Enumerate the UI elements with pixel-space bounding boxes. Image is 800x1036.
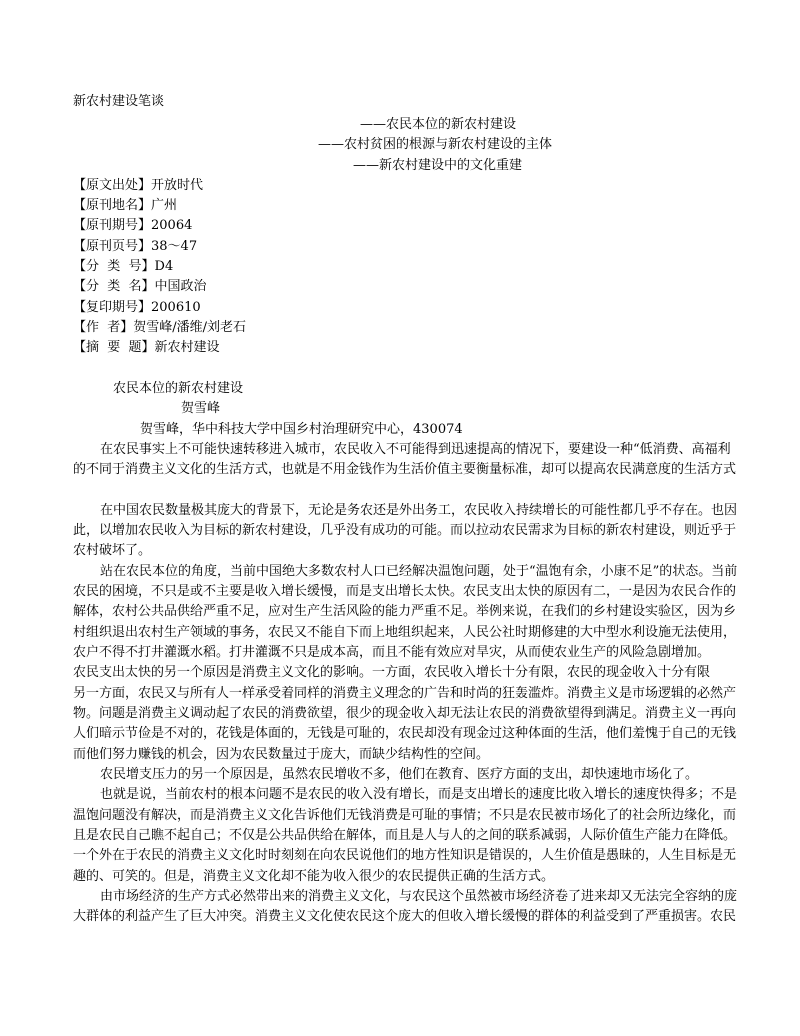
body-line: 的不同于消费主义文化的生活方式，也就是不用金钱作为生活价值主要衡量标准，却可以提高农民满意度的生活方式 xyxy=(73,462,737,477)
body-line: 农村破坏了。 xyxy=(73,543,152,558)
body-line: 在中国农民数量极其庞大的背景下，无论是务农还是外出务工，农民收入持续增长的可能性都几乎不存在。也因 xyxy=(100,503,738,518)
body-line: 此，以增加农民收入为目标的新农村建设，几乎没有成功的可能。而以拉动农民需求为目标的新农村建设，则近乎于 xyxy=(73,523,737,538)
body-line: 村组织退出农村生产领域的事务，农民又不能自下而上地组织起来，人民公社时期修建的大中型水利设施无法使用， xyxy=(73,625,737,640)
body-line: 也就是说，当前农村的根本问题不是农民的收入没有增长，而是支出增长的速度比收入增长的速度快得多；不是 xyxy=(100,787,738,802)
meta-issue: 【原刊期号】20064 xyxy=(73,218,193,233)
body-line: 温饱问题没有解决，而是消费主义文化告诉他们无钱消费是可耻的事情；不只是农民被市场化了的社会所边缘化，而 xyxy=(73,808,737,823)
subtitle-3: ——新农村建设中的文化重建 xyxy=(353,158,523,173)
body-line: 农民增支压力的另一个原因是，虽然农民增收不多，他们在教育、医疗方面的支出，却快速地市场化了。 xyxy=(100,767,699,782)
meta-topic: 【摘 要 题】新农村建设 xyxy=(73,340,220,355)
author-affiliation: 贺雪峰，华中科技大学中国乡村治理研究中心，430074 xyxy=(140,422,463,437)
body-line: 农户不得不打井灌溉水稻。打井灌溉不只是成本高，而且不能有效应对旱灾，从而使农业生产的风险急剧增加。 xyxy=(73,645,711,660)
section-author: 贺雪峰 xyxy=(181,401,221,416)
body-line: 且是农民自己瞧不起自己；不仅是公共品供给在解体，而且是人与人的之间的联系减弱，人际价值生产能力在降低。 xyxy=(73,828,737,843)
body-line: 农民的困境，不只是或不主要是收入增长缓慢，而是支出增长太快。农民支出太快的原因有二，一是因为农民合作的 xyxy=(73,584,737,599)
body-line: 在农民事实上不可能快速转移进入城市，农民收入不可能得到迅速提高的情况下，要建设一种“低消费、高福利 xyxy=(100,442,731,457)
body-line: 站在农民本位的角度，当前中国绝大多数农村人口已经解决温饱问题，处于“温饱有余，小康不足”的状态。当前 xyxy=(100,564,738,579)
body-line: 解体，农村公共品供给严重不足，应对生产生活风险的能力严重不足。举例来说，在我们的乡村建设实验区，因为乡 xyxy=(73,604,737,619)
body-line: 另一方面，农民又与所有人一样承受着同样的消费主义理念的广告和时尚的狂轰滥炸。消费主义是市场逻辑的必然产 xyxy=(73,686,737,701)
meta-source: 【原文出处】开放时代 xyxy=(73,178,204,193)
body-line: 一个外在于农民的消费主义文化时时刻刻在向农民说他们的地方性知识是错误的，人生价值是愚昧的，人生目标是无 xyxy=(73,848,737,863)
meta-reprint: 【复印期号】200610 xyxy=(73,300,201,315)
body-line: 大群体的利益产生了巨大冲突。消费主义文化使农民这个庞大的但收入增长缓慢的群体的利益受到了严重损害。农民 xyxy=(73,909,737,924)
meta-class-name: 【分 类 名】中国政治 xyxy=(73,279,207,294)
meta-class-code: 【分 类 号】D4 xyxy=(73,259,174,274)
section-title: 农民本位的新农村建设 xyxy=(113,381,244,396)
subtitle-1: ——农民本位的新农村建设 xyxy=(360,117,517,132)
body-line: 由市场经济的生产方式必然带出来的消费主义文化，与农民这个虽然被市场经济卷了进来却又无法完全容纳的庞 xyxy=(100,889,738,904)
body-line: 趣的、可笑的。但是，消费主义文化却不能为收入很少的农民提供正确的生活方式。 xyxy=(73,869,555,884)
body-line: 而他们努力赚钱的机会，因为农民数量过于庞大，而缺少结构性的空间。 xyxy=(73,747,490,762)
subtitle-2: ——农村贫困的根源与新农村建设的主体 xyxy=(318,137,553,152)
body-line: 人们暗示节俭是不对的，花钱是体面的，无钱是可耻的，农民却没有现金过这种体面的生活，他们羞愧于自己的无钱 xyxy=(73,726,737,741)
body-line: 农民支出太快的另一个原因是消费主义文化的影响。一方面，农民收入增长十分有限，农民的现金收入十分有限 xyxy=(73,665,711,680)
body-line: 物。问题是消费主义调动起了农民的消费欲望，很少的现金收入却无法让农民的消费欲望得到满足。消费主义一再向 xyxy=(73,706,737,721)
meta-place: 【原刊地名】广州 xyxy=(73,198,178,213)
meta-pages: 【原刊页号】38～47 xyxy=(73,239,198,254)
meta-authors: 【作 者】贺雪峰/潘维/刘老石 xyxy=(73,320,247,335)
doc-title: 新农村建设笔谈 xyxy=(73,94,165,109)
